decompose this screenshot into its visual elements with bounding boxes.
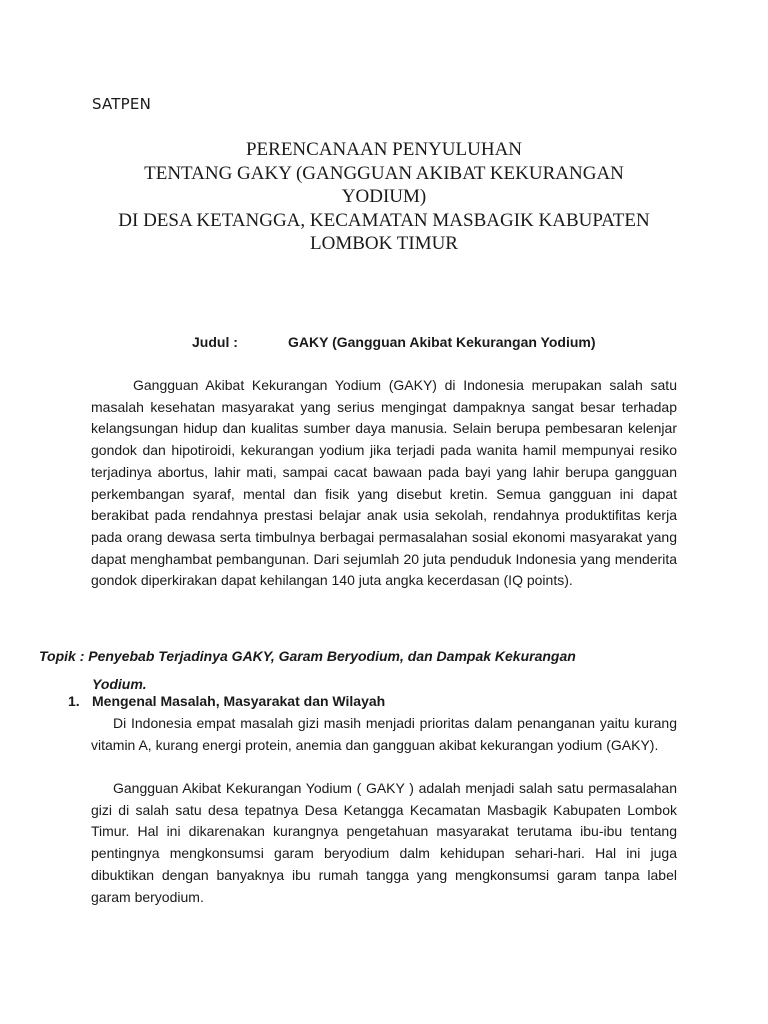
section-paragraph-b: Gangguan Akibat Kekurangan Yodium ( GAKY ) adalah menjadi salah satu permasalahan gizi di salah satu desa tepatnya Desa Ketangga Kecamatan Masbagik Kabupaten Lombok Timur. Hal ini dikarenakan kurangnya pengetahuan masyarakat terutama ibu-ibu tentang pentingnya mengkonsumsi garam beryodium dalm kehidupan sehari-hari. Hal ini juga dibuktikan dengan banyaknya ibu rumah tangga yang mengkonsumsi garam tanpa label garam beryodium. <box>91 780 677 905</box>
title-line: PERENCANAAN PENYULUHAN <box>245 139 523 160</box>
document-title <box>60 138 708 256</box>
judul-label: Judul : <box>192 334 238 350</box>
section-heading <box>68 693 385 709</box>
title-line: LOMBOK TIMUR <box>310 233 458 254</box>
title-line: DI DESA KETANGGA, KECAMATAN MASBAGIK KABUPATEN <box>118 209 650 231</box>
topik-heading <box>39 642 679 698</box>
header-tag: SATPEN <box>92 95 152 113</box>
title-line: TENTANG GAKY (GANGGUAN AKIBAT KEKURANGAN <box>144 162 624 184</box>
topik-line-1: Topik : Penyebab Terjadinya GAKY, Garam Beryodium, dan Dampak Kekurangan <box>39 648 576 664</box>
judul-row <box>192 334 596 350</box>
topik-line-2: Yodium. <box>92 676 147 692</box>
section-paragraph-a: Di Indonesia empat masalah gizi masih menjadi prioritas dalam penanganan yaitu kurang vitamin A, kurang energi protein, anemia dan gangguan akibat kekurangan yodium (GAKY). <box>91 715 677 753</box>
section-title: Mengenal Masalah, Masyarakat dan Wilayah <box>92 693 386 709</box>
intro-paragraph: Gangguan Akibat Kekurangan Yodium (GAKY) di Indonesia merupakan salah satu masalah kesehatan masyarakat yang serius mengingat dampaknya sangat besar terhadap kelangsungan hidup dan kualitas sumber daya manusia. Selain berupa pembesaran kelenjar gondok dan hipotiroidi, kekurangan yodium jika terjadi pada wanita hamil mempunyai resiko terjadinya abortus, lahir mati, sampai cacat bawaan pada bayi yang lahir berupa gangguan perkembangan syaraf, mental dan fisik yang disebut kretin. Semua gangguan ini dapat berakibat pada rendahnya prestasi belajar anak usia sekolah, rendahnya produktifitas kerja pada orang dewasa serta timbulnya berbagai permasalahan sosial ekonomi masyarakat yang dapat menghambat pembangunan. Dari sejumlah 20 juta penduduk Indonesia yang menderita gondok diperkirakan dapat kehilangan 140 juta angka kecerdasan (IQ points). <box>91 377 677 589</box>
title-line: YODIUM) <box>341 186 427 207</box>
section-number: 1. <box>68 693 80 709</box>
judul-value: GAKY (Gangguan Akibat Kekurangan Yodium) <box>288 334 596 350</box>
